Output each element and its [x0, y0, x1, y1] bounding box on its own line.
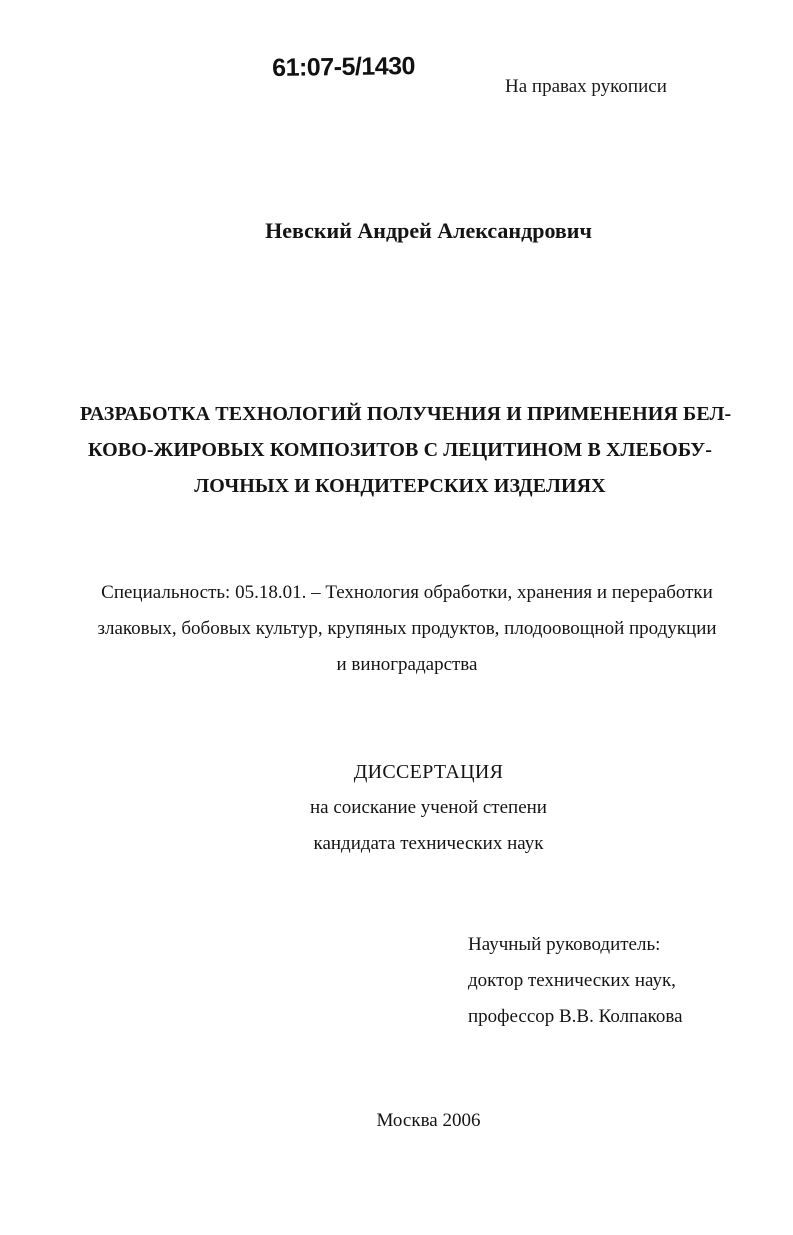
title-line-2: КОВО-ЖИРОВЫХ КОМПОЗИТОВ С ЛЕЦИТИНОМ В ХЛЕБОБУ-: [88, 439, 712, 461]
speciality-line-3: и виноградарства: [336, 654, 478, 675]
speciality-line-2: злаковых, бобовых культур, крупяных продуктов, плодоовощной продукции: [97, 618, 717, 639]
title-line-1: РАЗРАБОТКА ТЕХНОЛОГИЙ ПОЛУЧЕНИЯ И ПРИМЕНЕНИЯ БЕЛ-: [80, 403, 732, 425]
dissertation-degree: кандидата технических наук: [313, 833, 544, 854]
dissertation-title: [80, 396, 732, 504]
rights-note: На правах рукописи: [505, 76, 667, 97]
dissertation-purpose: на соискание ученой степени: [310, 797, 547, 818]
supervisor-name: профессор В.В. Колпакова: [468, 1006, 683, 1027]
catalog-number: 61:07-5/1430: [272, 52, 416, 82]
supervisor-degree: доктор технических наук,: [468, 970, 676, 991]
supervisor-role: Научный руководитель:: [468, 934, 661, 955]
dissertation-block: [0, 754, 793, 862]
dissertation-type: ДИССЕРТАЦИЯ: [353, 761, 504, 783]
author-name: Невский Андрей Александрович: [265, 218, 592, 243]
supervisor-block: [468, 927, 683, 1035]
city-year: Москва 2006: [376, 1110, 481, 1131]
speciality-block: [62, 575, 752, 683]
speciality-line-1: Специальность: 05.18.01. – Технология обработки, хранения и переработки: [101, 582, 713, 603]
title-line-3: ЛОЧНЫХ И КОНДИТЕРСКИХ ИЗДЕЛИЯХ: [194, 475, 606, 497]
